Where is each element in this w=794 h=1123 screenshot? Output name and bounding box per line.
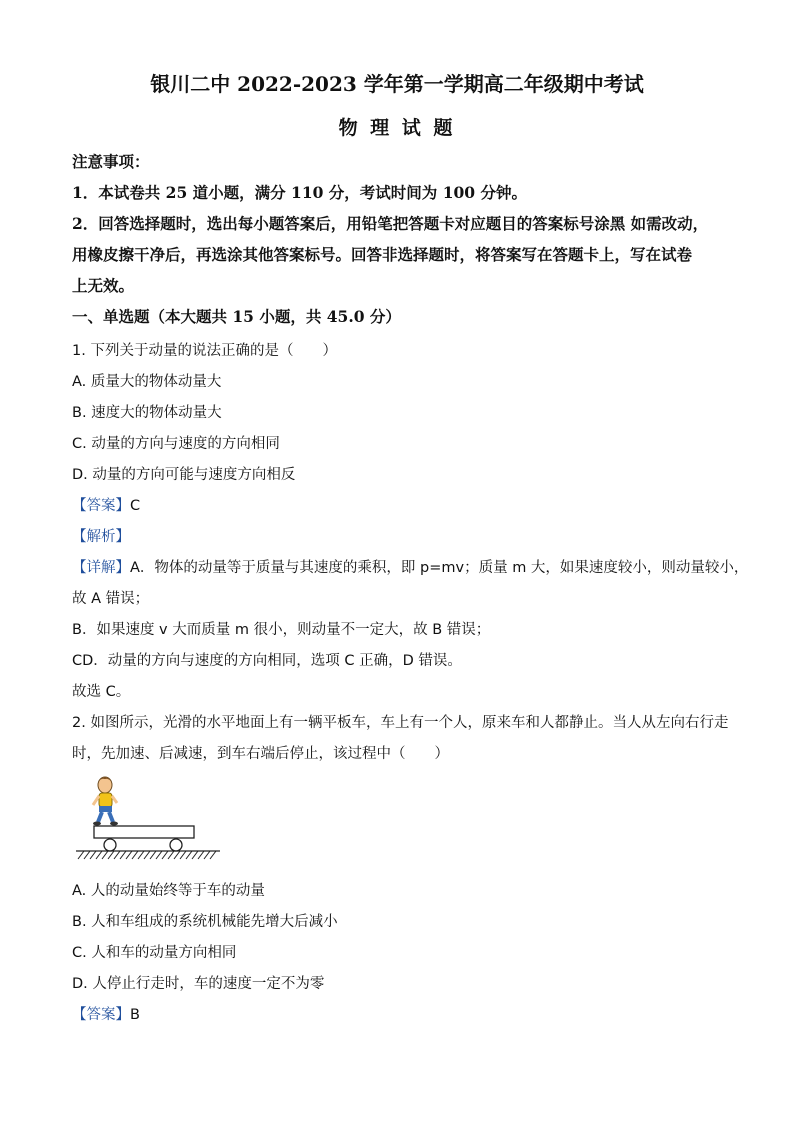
q2-stem-line-1: 2. 如图所示，光滑的水平地面上有一辆平板车，车上有一个人，原来车和人都静止。当人从左向右行走: [72, 715, 729, 731]
notice-item-2-line-1: 2．回答选择题时，选出每小题答案后，用铅笔把答题卡对应题目的答案标号涂黑 如需改动，: [72, 214, 709, 233]
q1-analysis: [72, 525, 130, 546]
q2-option-c: C. 人和车的动量方向相同: [72, 945, 237, 961]
q2-option-b: B. 人和车组成的系统机械能先增大后减小: [72, 914, 338, 930]
cart-platform: [94, 826, 194, 838]
q1-stem: 1. 下列关于动量的说法正确的是（ ）: [72, 343, 337, 359]
notice-heading: 注意事项：: [72, 152, 150, 171]
detail-tag: 【详解】: [72, 560, 130, 576]
section-heading: 一、单选题（本大题共 15 小题，共 45.0 分）: [72, 307, 401, 326]
answer-value: C: [130, 498, 141, 514]
notice-item-2-line-2: 用橡皮擦干净后，再选涂其他答案标号。回答非选择题时，将答案写在答题卡上，写在试卷: [72, 245, 693, 264]
answer-tag: 【答案】: [72, 498, 130, 514]
q2-answer: [72, 1003, 140, 1024]
answer-tag: 【答案】: [72, 1007, 130, 1023]
q1-conclusion: 故选 C。: [72, 684, 131, 700]
q1-detail-line-2: 故 A 错误；: [72, 591, 150, 607]
cart-wheel-left: [104, 839, 116, 851]
page-title: 银川二中 2022-2023 学年第一学期高二年级期中考试: [150, 72, 644, 96]
q1-detail-line-4: CD．动量的方向与速度的方向相同，选项 C 正确，D 错误。: [72, 653, 462, 669]
q1-answer: [72, 494, 140, 515]
q2-stem-line-2: 时，先加速、后减速，到车右端后停止，该过程中（ ）: [72, 746, 449, 762]
q1-option-a: A. 质量大的物体动量大: [72, 374, 222, 390]
q2-option-d: D. 人停止行走时，车的速度一定不为零: [72, 976, 325, 992]
q2-option-a: A. 人的动量始终等于车的动量: [72, 883, 265, 899]
q1-detail-line-1: [72, 556, 748, 577]
person-figure: [93, 777, 118, 826]
page-subtitle: 物 理 试 题: [338, 117, 456, 139]
notice-item-1: 1．本试卷共 25 道小题，满分 110 分，考试时间为 100 分钟。: [72, 183, 527, 202]
q1-detail-line-3: B．如果速度 v 大而质量 m 很小，则动量不一定大，故 B 错误；: [72, 622, 491, 638]
q1-option-c: C. 动量的方向与速度的方向相同: [72, 436, 280, 452]
cart-wheel-right: [170, 839, 182, 851]
detail-text: A．物体的动量等于质量与其速度的乘积，即 p=mv；质量 m 大，如果速度较小，则动量较小，: [130, 560, 749, 576]
notice-item-2-line-3: 上无效。: [72, 276, 135, 295]
q2-figure-person-on-cart: [72, 770, 224, 866]
ground-hatching: [78, 851, 216, 859]
q1-option-d: D. 动量的方向可能与速度方向相反: [72, 467, 296, 483]
q1-option-b: B. 速度大的物体动量大: [72, 405, 222, 421]
answer-value: B: [130, 1007, 140, 1023]
analysis-tag: 【解析】: [72, 529, 130, 545]
